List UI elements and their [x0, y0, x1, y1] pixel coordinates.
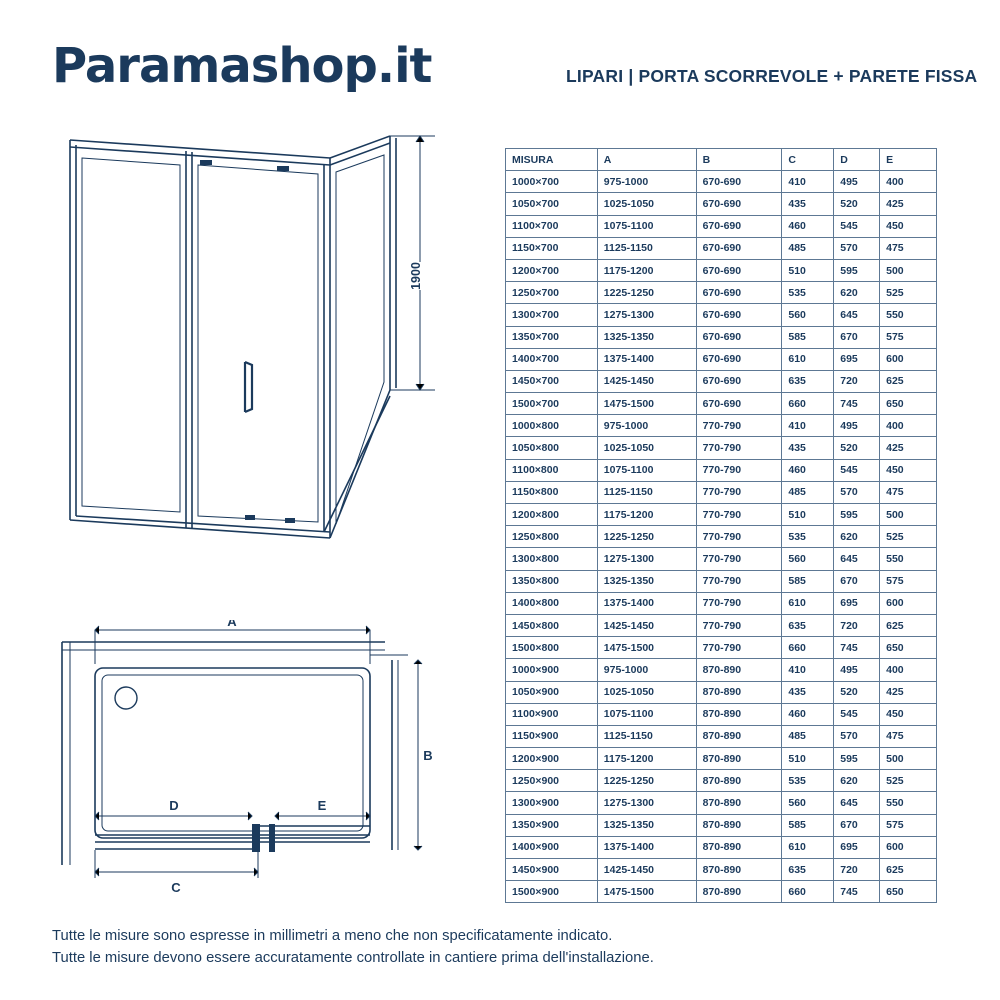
table-cell: 770-790	[696, 570, 782, 592]
table-row	[506, 526, 937, 548]
table-cell: 1225-1250	[597, 282, 696, 304]
table-cell: 575	[880, 814, 937, 836]
table-row	[506, 659, 937, 681]
table-cell: 1325-1350	[597, 570, 696, 592]
table-cell: 650	[880, 881, 937, 903]
table-cell: 1100×700	[506, 215, 598, 237]
table-cell: 550	[880, 304, 937, 326]
measures-table-body	[506, 171, 937, 903]
table-cell: 545	[834, 215, 880, 237]
table-cell: 1175-1200	[597, 748, 696, 770]
table-cell: 425	[880, 437, 937, 459]
table-row	[506, 637, 937, 659]
table-cell: 1100×900	[506, 703, 598, 725]
footer-note-line-2: Tutte le misure devono essere accuratamente controllate in cantiere prima dell'installazione.	[52, 950, 654, 967]
table-cell: 1150×900	[506, 725, 598, 747]
table-cell: 400	[880, 171, 937, 193]
table-cell: 400	[880, 659, 937, 681]
table-cell: 475	[880, 237, 937, 259]
table-cell: 620	[834, 770, 880, 792]
table-cell: 620	[834, 526, 880, 548]
table-cell: 520	[834, 193, 880, 215]
table-cell: 1450×700	[506, 370, 598, 392]
table-cell: 1350×700	[506, 326, 598, 348]
table-cell: 495	[834, 415, 880, 437]
table-cell: 460	[782, 215, 834, 237]
table-cell: 870-890	[696, 836, 782, 858]
table-cell: 485	[782, 725, 834, 747]
table-header-cell: MISURA	[506, 149, 598, 171]
table-cell: 695	[834, 348, 880, 370]
table-cell: 1200×900	[506, 748, 598, 770]
table-cell: 695	[834, 836, 880, 858]
table-cell: 1000×900	[506, 659, 598, 681]
table-cell: 1475-1500	[597, 881, 696, 903]
table-cell: 1375-1400	[597, 348, 696, 370]
brand-logo: Paramashop.it	[52, 38, 432, 94]
table-cell: 1225-1250	[597, 526, 696, 548]
table-header-cell: B	[696, 149, 782, 171]
table-cell: 545	[834, 703, 880, 725]
table-cell: 770-790	[696, 637, 782, 659]
table-cell: 770-790	[696, 526, 782, 548]
table-row	[506, 748, 937, 770]
table-cell: 560	[782, 548, 834, 570]
table-cell: 660	[782, 881, 834, 903]
table-header-row	[506, 149, 937, 171]
table-cell: 500	[880, 259, 937, 281]
table-cell: 1450×800	[506, 614, 598, 636]
table-cell: 1325-1350	[597, 814, 696, 836]
table-cell: 870-890	[696, 748, 782, 770]
plan-label-b: B	[423, 748, 433, 763]
table-cell: 635	[782, 859, 834, 881]
table-header-cell: C	[782, 149, 834, 171]
table-cell: 1200×700	[506, 259, 598, 281]
table-row	[506, 326, 937, 348]
table-cell: 475	[880, 725, 937, 747]
table-row	[506, 215, 937, 237]
table-cell: 770-790	[696, 504, 782, 526]
table-cell: 550	[880, 548, 937, 570]
table-cell: 720	[834, 859, 880, 881]
table-cell: 1475-1500	[597, 637, 696, 659]
table-cell: 400	[880, 415, 937, 437]
shower-enclosure-perspective-drawing	[40, 120, 470, 620]
table-cell: 870-890	[696, 881, 782, 903]
table-row	[506, 592, 937, 614]
table-cell: 745	[834, 881, 880, 903]
table-cell: 645	[834, 792, 880, 814]
plan-label-e: E	[317, 798, 327, 813]
page-title: LIPARI | PORTA SCORREVOLE + PARETE FISSA	[566, 66, 978, 86]
table-cell: 1275-1300	[597, 792, 696, 814]
table-cell: 670-690	[696, 193, 782, 215]
table-cell: 500	[880, 504, 937, 526]
table-row	[506, 814, 937, 836]
table-cell: 870-890	[696, 859, 782, 881]
table-cell: 635	[782, 370, 834, 392]
table-row	[506, 304, 937, 326]
table-row	[506, 725, 937, 747]
table-cell: 720	[834, 370, 880, 392]
table-cell: 570	[834, 481, 880, 503]
table-cell: 1400×700	[506, 348, 598, 370]
table-cell: 1250×900	[506, 770, 598, 792]
plan-label-c: C	[171, 880, 181, 895]
table-cell: 1300×700	[506, 304, 598, 326]
footer-notes	[52, 925, 952, 970]
table-row	[506, 570, 937, 592]
table-row	[506, 393, 937, 415]
table-cell: 660	[782, 393, 834, 415]
table-cell: 575	[880, 326, 937, 348]
table-cell: 670-690	[696, 282, 782, 304]
table-cell: 610	[782, 836, 834, 858]
table-cell: 525	[880, 282, 937, 304]
table-header-cell: D	[834, 149, 880, 171]
table-cell: 460	[782, 459, 834, 481]
table-cell: 870-890	[696, 659, 782, 681]
table-row	[506, 681, 937, 703]
table-row	[506, 836, 937, 858]
table-cell: 695	[834, 592, 880, 614]
table-cell: 1150×700	[506, 237, 598, 259]
table-cell: 1250×700	[506, 282, 598, 304]
table-cell: 645	[834, 548, 880, 570]
table-cell: 525	[880, 770, 937, 792]
table-cell: 595	[834, 504, 880, 526]
table-cell: 1200×800	[506, 504, 598, 526]
table-cell: 410	[782, 171, 834, 193]
table-cell: 1500×900	[506, 881, 598, 903]
table-cell: 1075-1100	[597, 459, 696, 481]
table-cell: 1500×700	[506, 393, 598, 415]
table-cell: 535	[782, 526, 834, 548]
table-cell: 650	[880, 637, 937, 659]
table-cell: 435	[782, 681, 834, 703]
table-row	[506, 259, 937, 281]
table-cell: 1175-1200	[597, 259, 696, 281]
table-cell: 1350×900	[506, 814, 598, 836]
table-row	[506, 193, 937, 215]
table-cell: 1175-1200	[597, 504, 696, 526]
table-cell: 1300×900	[506, 792, 598, 814]
table-cell: 1450×900	[506, 859, 598, 881]
table-cell: 520	[834, 437, 880, 459]
height-dimension-label: 1900	[409, 262, 423, 290]
table-cell: 625	[880, 370, 937, 392]
table-row	[506, 282, 937, 304]
table-cell: 1125-1150	[597, 481, 696, 503]
table-cell: 1475-1500	[597, 393, 696, 415]
table-cell: 1325-1350	[597, 326, 696, 348]
table-cell: 770-790	[696, 459, 782, 481]
table-cell: 770-790	[696, 548, 782, 570]
table-cell: 670	[834, 814, 880, 836]
table-cell: 495	[834, 171, 880, 193]
table-cell: 1275-1300	[597, 548, 696, 570]
table-cell: 410	[782, 659, 834, 681]
table-cell: 500	[880, 748, 937, 770]
table-cell: 570	[834, 725, 880, 747]
table-cell: 475	[880, 481, 937, 503]
table-cell: 1250×800	[506, 526, 598, 548]
table-cell: 670-690	[696, 370, 782, 392]
table-cell: 485	[782, 481, 834, 503]
footer-note-line-1: Tutte le misure sono espresse in millimetri a meno che non specificatamente indicato.	[52, 928, 613, 944]
table-cell: 1050×800	[506, 437, 598, 459]
table-cell: 525	[880, 526, 937, 548]
table-cell: 435	[782, 437, 834, 459]
table-row	[506, 770, 937, 792]
table-cell: 1375-1400	[597, 592, 696, 614]
table-cell: 560	[782, 792, 834, 814]
table-cell: 1050×700	[506, 193, 598, 215]
table-cell: 560	[782, 304, 834, 326]
table-cell: 1025-1050	[597, 193, 696, 215]
table-cell: 495	[834, 659, 880, 681]
plan-label-d: D	[169, 798, 179, 813]
table-cell: 1025-1050	[597, 437, 696, 459]
table-cell: 745	[834, 637, 880, 659]
table-cell: 545	[834, 459, 880, 481]
table-cell: 585	[782, 326, 834, 348]
table-cell: 1350×800	[506, 570, 598, 592]
table-cell: 575	[880, 570, 937, 592]
table-cell: 510	[782, 259, 834, 281]
table-cell: 625	[880, 859, 937, 881]
table-cell: 670-690	[696, 215, 782, 237]
table-cell: 1400×900	[506, 836, 598, 858]
table-row	[506, 504, 937, 526]
measures-table	[505, 148, 937, 903]
table-cell: 425	[880, 681, 937, 703]
table-cell: 570	[834, 237, 880, 259]
table-cell: 1050×900	[506, 681, 598, 703]
table-cell: 1025-1050	[597, 681, 696, 703]
plan-label-a: A	[227, 620, 237, 629]
table-cell: 635	[782, 614, 834, 636]
table-cell: 670-690	[696, 348, 782, 370]
table-cell: 670-690	[696, 237, 782, 259]
table-cell: 770-790	[696, 614, 782, 636]
table-cell: 625	[880, 614, 937, 636]
table-cell: 585	[782, 570, 834, 592]
table-cell: 410	[782, 415, 834, 437]
table-cell: 1300×800	[506, 548, 598, 570]
table-row	[506, 237, 937, 259]
table-row	[506, 415, 937, 437]
table-cell: 1100×800	[506, 459, 598, 481]
table-row	[506, 792, 937, 814]
table-cell: 770-790	[696, 592, 782, 614]
table-cell: 535	[782, 770, 834, 792]
table-cell: 595	[834, 259, 880, 281]
table-cell: 670-690	[696, 304, 782, 326]
table-cell: 435	[782, 193, 834, 215]
table-cell: 450	[880, 459, 937, 481]
table-cell: 460	[782, 703, 834, 725]
table-header-cell: A	[597, 149, 696, 171]
table-cell: 670-690	[696, 259, 782, 281]
table-row	[506, 881, 937, 903]
table-cell: 1125-1150	[597, 725, 696, 747]
table-cell: 1400×800	[506, 592, 598, 614]
table-cell: 1150×800	[506, 481, 598, 503]
table-cell: 745	[834, 393, 880, 415]
table-cell: 450	[880, 215, 937, 237]
table-cell: 1425-1450	[597, 370, 696, 392]
table-cell: 1275-1300	[597, 304, 696, 326]
table-row	[506, 548, 937, 570]
table-cell: 670-690	[696, 326, 782, 348]
table-cell: 670	[834, 570, 880, 592]
table-cell: 770-790	[696, 415, 782, 437]
table-cell: 600	[880, 836, 937, 858]
table-cell: 870-890	[696, 725, 782, 747]
table-cell: 610	[782, 348, 834, 370]
table-cell: 600	[880, 592, 937, 614]
table-cell: 1425-1450	[597, 859, 696, 881]
table-cell: 650	[880, 393, 937, 415]
table-cell: 610	[782, 592, 834, 614]
table-cell: 485	[782, 237, 834, 259]
table-cell: 1375-1400	[597, 836, 696, 858]
table-row	[506, 481, 937, 503]
table-row	[506, 859, 937, 881]
table-cell: 670	[834, 326, 880, 348]
table-cell: 600	[880, 348, 937, 370]
table-cell: 670-690	[696, 171, 782, 193]
table-cell: 425	[880, 193, 937, 215]
table-row	[506, 171, 937, 193]
table-row	[506, 614, 937, 636]
table-cell: 1500×800	[506, 637, 598, 659]
table-cell: 450	[880, 703, 937, 725]
table-cell: 535	[782, 282, 834, 304]
table-cell: 720	[834, 614, 880, 636]
table-row	[506, 370, 937, 392]
table-cell: 1000×800	[506, 415, 598, 437]
table-cell: 1075-1100	[597, 215, 696, 237]
table-cell: 510	[782, 504, 834, 526]
table-cell: 870-890	[696, 681, 782, 703]
table-cell: 1075-1100	[597, 703, 696, 725]
table-cell: 510	[782, 748, 834, 770]
table-cell: 585	[782, 814, 834, 836]
table-cell: 645	[834, 304, 880, 326]
table-cell: 770-790	[696, 437, 782, 459]
table-row	[506, 703, 937, 725]
table-cell: 550	[880, 792, 937, 814]
table-cell: 975-1000	[597, 171, 696, 193]
table-cell: 1225-1250	[597, 770, 696, 792]
table-cell: 1125-1150	[597, 237, 696, 259]
table-cell: 670-690	[696, 393, 782, 415]
table-cell: 870-890	[696, 814, 782, 836]
table-cell: 975-1000	[597, 659, 696, 681]
table-cell: 975-1000	[597, 415, 696, 437]
table-cell: 870-890	[696, 792, 782, 814]
table-cell: 520	[834, 681, 880, 703]
table-row	[506, 459, 937, 481]
table-cell: 1000×700	[506, 171, 598, 193]
table-cell: 770-790	[696, 481, 782, 503]
table-header-cell: E	[880, 149, 937, 171]
table-cell: 595	[834, 748, 880, 770]
table-cell: 870-890	[696, 703, 782, 725]
table-row	[506, 437, 937, 459]
table-cell: 870-890	[696, 770, 782, 792]
table-cell: 620	[834, 282, 880, 304]
measures-table-container	[505, 148, 937, 903]
table-cell: 1425-1450	[597, 614, 696, 636]
table-row	[506, 348, 937, 370]
shower-enclosure-plan-drawing	[40, 620, 470, 910]
table-cell: 660	[782, 637, 834, 659]
